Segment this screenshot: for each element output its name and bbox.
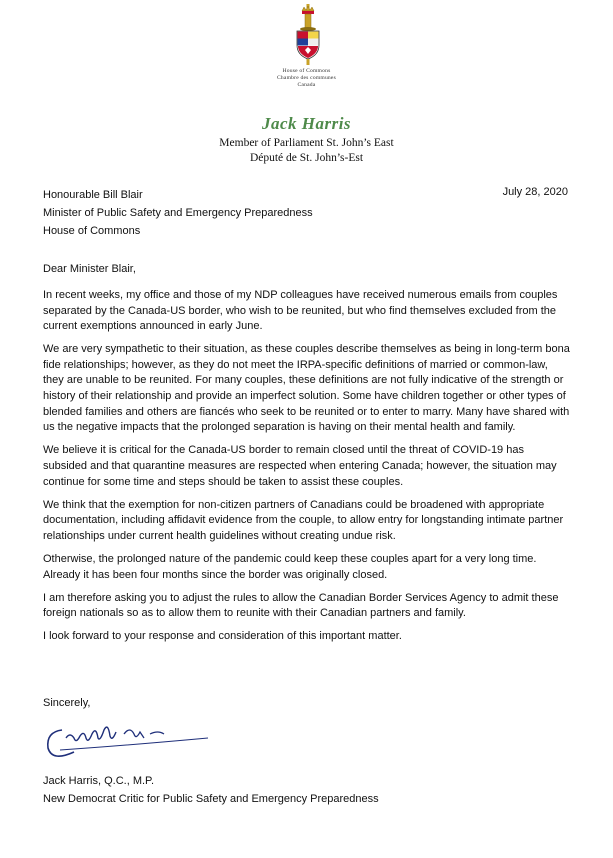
recipient-name: Honourable Bill Blair — [43, 189, 143, 201]
body-paragraph: We think that the exemption for non-citizen partners of Canadians could be broadened with appropriate documentation, including affidavit evidence from the couple, to allow entry for longstanding intimate partner relationships under current health guidelines without creating undue risk. — [43, 498, 564, 542]
recipient-block — [43, 186, 313, 240]
institution-name-en: House of Commons — [282, 68, 331, 74]
recipient-title: Minister of Public Safety and Emergency Preparedness — [43, 207, 313, 219]
institution-name-fr: Chambre des communes — [277, 75, 336, 81]
signer-title: New Democrat Critic for Public Safety and Emergency Preparedness — [43, 793, 379, 805]
letterhead-script-name: Jack Harris — [261, 114, 352, 133]
house-of-commons-crest-icon — [291, 3, 325, 67]
signer-block — [43, 772, 379, 808]
member-line-fr: Député de St. John’s-Est — [249, 152, 364, 164]
salutation: Dear Minister Blair, — [43, 263, 136, 275]
signer-name: Jack Harris, Q.C., M.P. — [43, 775, 155, 787]
letter-body — [43, 288, 571, 652]
body-paragraph: We believe it is critical for the Canada-US border to remain closed until the threat of COVID-19 has subsided and that quarantine measures are respected when entering Canada; however, the situation may continue for some time and steps should be taken to assist these couples. — [43, 444, 557, 488]
recipient-org: House of Commons — [43, 225, 141, 237]
handwritten-signature — [40, 712, 210, 768]
body-paragraph: I am therefore asking you to adjust the rules to allow the Canadian Border Services Agency to admit these foreign nationals so as to allow them to reunite with their Canadian partners and family. — [43, 591, 559, 620]
body-paragraph: Otherwise, the prolonged nature of the pandemic could keep these couples apart for a very long time. Already it has been four months since the border was originally closed. — [43, 552, 537, 581]
body-paragraph: In recent weeks, my office and those of my NDP colleagues have received numerous emails from couples separated by the Canada-US border, who wish to be reunited, but who find themselves excluded from the current exemptions announced in early June. — [43, 289, 558, 333]
member-line-en: Member of Parliament St. John’s East — [219, 137, 394, 149]
closing: Sincerely, — [43, 697, 91, 709]
body-paragraph: I look forward to your response and consideration of this important matter. — [43, 630, 402, 643]
letter-date: July 28, 2020 — [502, 186, 568, 198]
body-paragraph: We are very sympathetic to their situation, as these couples describe themselves as being in long-term bona fide relationships; however, as they do not meet the IRPA-specific definitions of married or common-law, they are unable to be reunited. For many couples, these definitions are not fully indicative of the strength or history of their relationship and provide an imperfect solution. Some have children together or other types of blended families and others are fiancés who seek to be reunited or to enter to marry. Many have shared with us the negative impacts that the prolonged separation is having on their mental health and family. — [43, 343, 570, 434]
institution-country: Canada — [297, 82, 316, 88]
